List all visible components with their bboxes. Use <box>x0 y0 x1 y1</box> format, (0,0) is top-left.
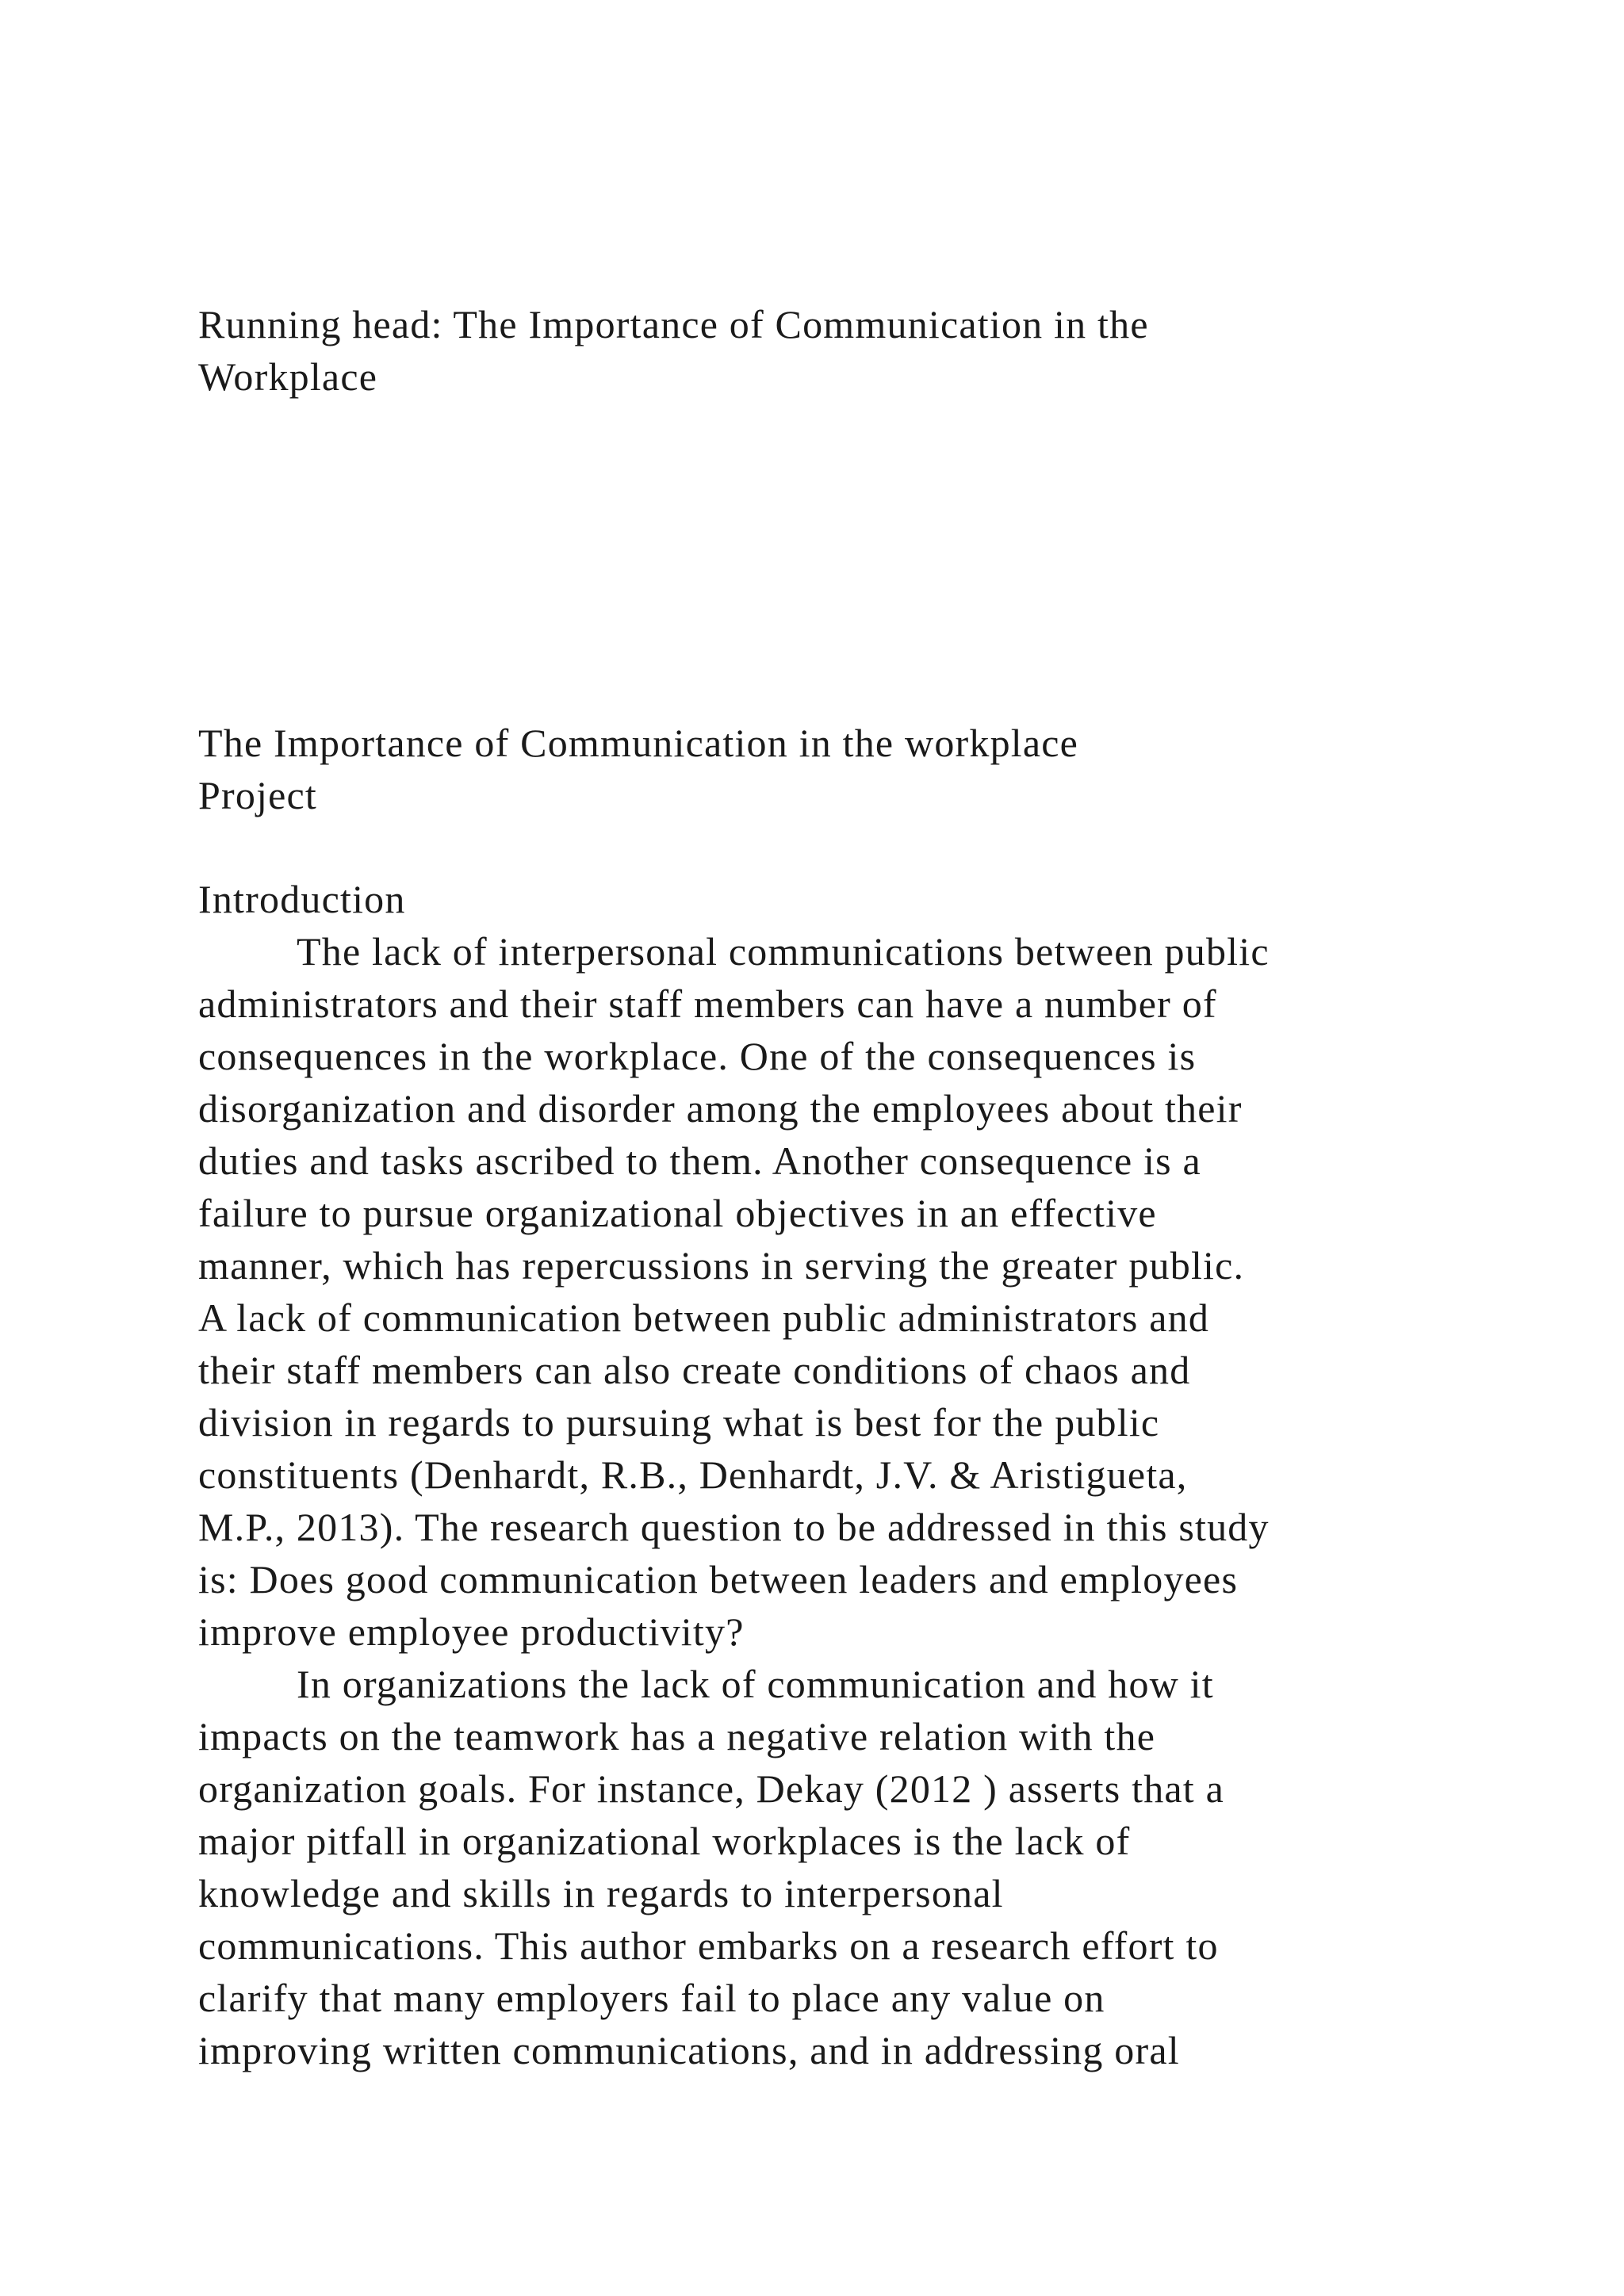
running-head-line: Workplace <box>198 354 378 399</box>
body-line: impacts on the teamwork has a negative relation with the <box>198 1714 1156 1758</box>
body-line: manner, which has repercussions in serving the greater public. <box>198 1243 1245 1288</box>
body-line: constituents (Denhardt, R.B., Denhardt, J.V. & Aristigueta, <box>198 1452 1188 1497</box>
body-text <box>198 925 1499 2076</box>
body-line: is: Does good communication between leaders and employees <box>198 1557 1239 1601</box>
body-line: organization goals. For instance, Dekay (2012 ) asserts that a <box>198 1766 1224 1811</box>
body-line: In organizations the lack of communication and how it <box>297 1662 1214 1706</box>
running-head <box>198 298 1499 403</box>
body-line: major pitfall in organizational workplaces is the lack of <box>198 1819 1131 1863</box>
body-line: M.P., 2013). The research question to be addressed in this study <box>198 1505 1270 1549</box>
body-line: division in regards to pursuing what is best for the public <box>198 1400 1160 1445</box>
document-body <box>198 873 1499 2076</box>
title-line: The Importance of Communication in the workplace <box>198 721 1079 765</box>
body-line: The lack of interpersonal communications between public <box>297 929 1270 974</box>
body-line: improve employee productivity? <box>198 1609 745 1654</box>
body-line: communications. This author embarks on a research effort to <box>198 1923 1219 1968</box>
body-line: knowledge and skills in regards to interpersonal <box>198 1871 1004 1915</box>
body-line: disorganization and disorder among the employees about their <box>198 1086 1243 1131</box>
body-line: clarify that many employers fail to place any value on <box>198 1976 1105 2020</box>
title-line: Project <box>198 773 318 817</box>
body-line: their staff members can also create conditions of chaos and <box>198 1348 1191 1392</box>
section-heading-introduction: Introduction <box>198 877 406 921</box>
body-line: consequences in the workplace. One of the consequences is <box>198 1034 1197 1078</box>
running-head-line: Running head: The Importance of Communication in the <box>198 302 1149 346</box>
body-line: failure to pursue organizational objectives in an effective <box>198 1191 1157 1235</box>
document-title <box>198 717 1499 821</box>
body-line: improving written communications, and in addressing oral <box>198 2028 1180 2072</box>
body-line: administrators and their staff members can have a number of <box>198 982 1217 1026</box>
body-line: duties and tasks ascribed to them. Another consequence is a <box>198 1138 1201 1183</box>
body-line: A lack of communication between public administrators and <box>198 1295 1210 1340</box>
